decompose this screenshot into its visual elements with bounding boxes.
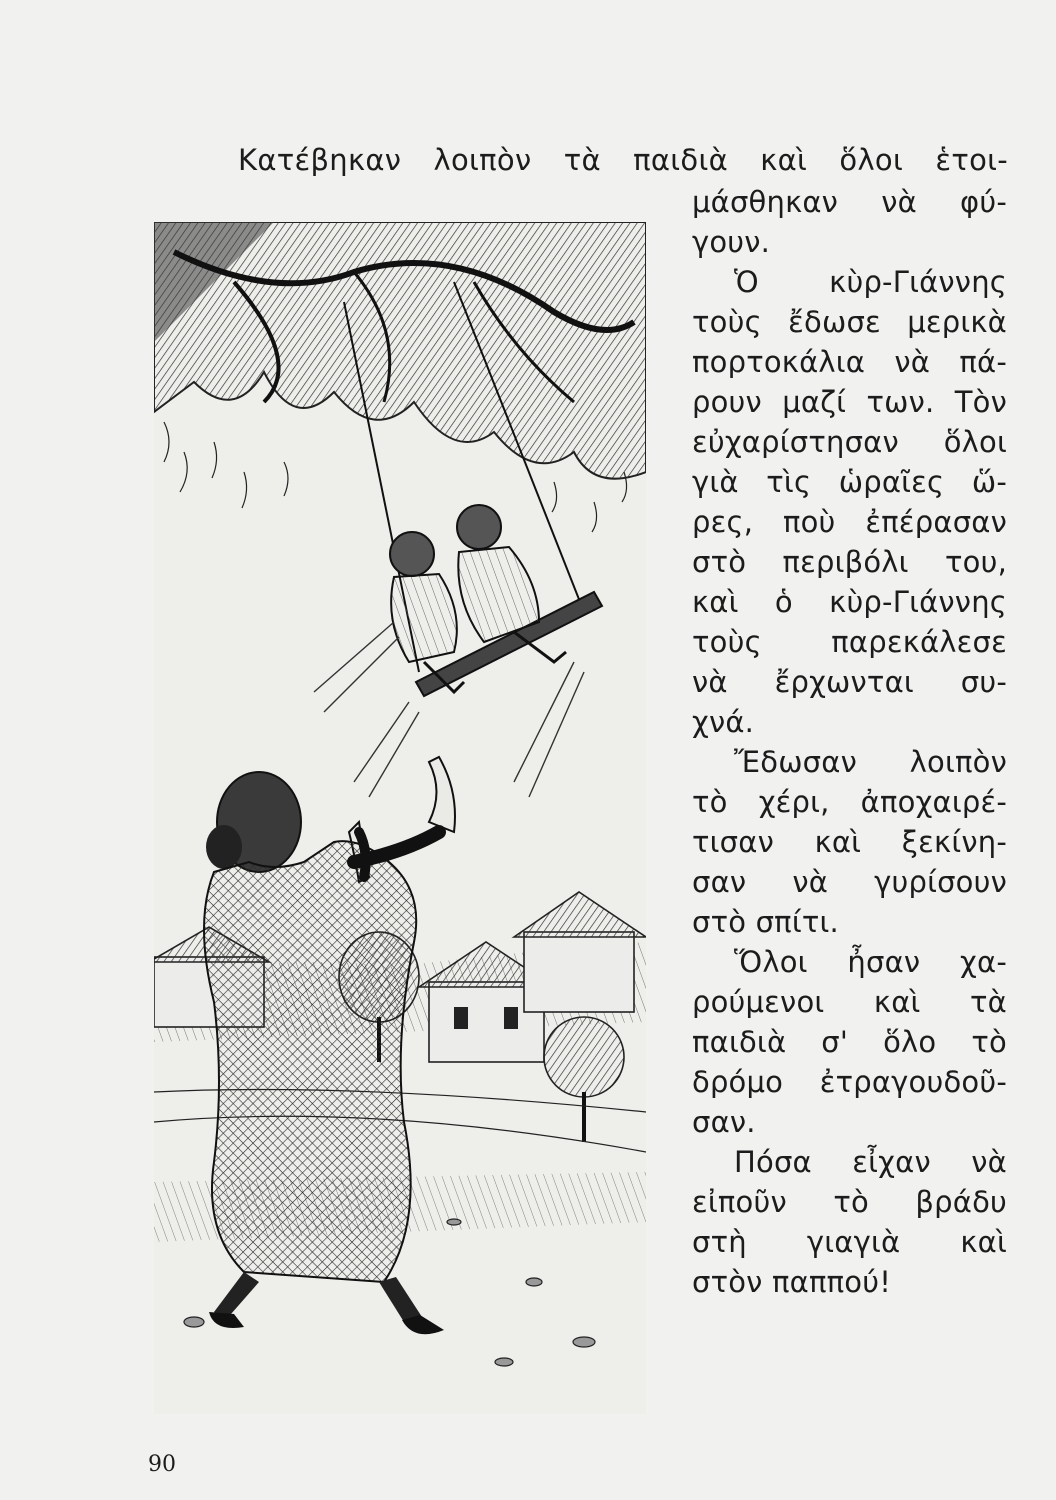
- text-line: εἰποῦν τὸ βράδυ: [692, 1185, 1007, 1219]
- text-line: ρες, ποὺ ἐπέρασαν: [692, 505, 1007, 539]
- text-line: στὸ περιβόλι του,: [692, 545, 1007, 579]
- text-line: σαν.: [692, 1105, 756, 1139]
- text-column: [692, 182, 1007, 1302]
- paragraph-5: [692, 1142, 1007, 1302]
- text-line: καὶ ὁ κὺρ-Γιάννης: [692, 585, 1007, 619]
- text-line: μάσθηκαν νὰ φύ-: [692, 185, 1007, 219]
- paragraph-3: [692, 742, 1007, 942]
- text-line: τισαν καὶ ξεκίνη-: [692, 825, 1007, 859]
- text-line: σαν νὰ γυρίσουν: [692, 865, 1007, 899]
- text-line: γιὰ τὶς ὡραῖες ὥ-: [692, 465, 1007, 499]
- text-line: Πόσα εἶχαν νὰ: [734, 1145, 1007, 1179]
- text-line: Ἔδωσαν λοιπὸν: [734, 745, 1007, 779]
- paragraph-1: [692, 182, 1007, 262]
- text-line: τὸ χέρι, ἀποχαιρέ-: [692, 785, 1007, 819]
- paragraph-4: [692, 942, 1007, 1142]
- text-line: γουν.: [692, 225, 771, 259]
- text-line: στὸν παππού!: [692, 1265, 892, 1299]
- text-line: παιδιὰ σ' ὅλο τὸ: [692, 1025, 1007, 1059]
- text-line: δρόμο ἐτραγουδοῦ-: [692, 1065, 1007, 1099]
- paragraph-2: [692, 262, 1007, 742]
- page-number: 90: [148, 1452, 176, 1477]
- text-line: νὰ ἔρχωνται συ-: [692, 665, 1007, 699]
- text-line: Ὅλοι ἦσαν χα-: [734, 945, 1007, 979]
- text-line: πορτοκάλια νὰ πά-: [692, 345, 1007, 379]
- text-line: τοὺς ἔδωσε μερικὰ: [692, 305, 1007, 339]
- text-line: στὴ γιαγιὰ καὶ: [692, 1225, 1007, 1259]
- text-line: ρούμενοι καὶ τὰ: [692, 985, 1007, 1019]
- text-line: τοὺς παρεκάλεσε: [692, 625, 1007, 659]
- opening-text-line: Κατέβηκαν λοιπὸν τὰ παιδιὰ καὶ ὅλοι ἑτοι-: [238, 143, 1008, 177]
- illustration-swing-scene: [154, 222, 646, 1414]
- text-line: χνά.: [692, 705, 755, 739]
- text-line: ρουν μαζί των. Τὸν: [692, 385, 1007, 419]
- text-line: Ὁ κὺρ-Γιάννης: [734, 265, 1007, 299]
- text-line: εὐχαρίστησαν ὅλοι: [692, 425, 1007, 459]
- text-line: στὸ σπίτι.: [692, 905, 839, 939]
